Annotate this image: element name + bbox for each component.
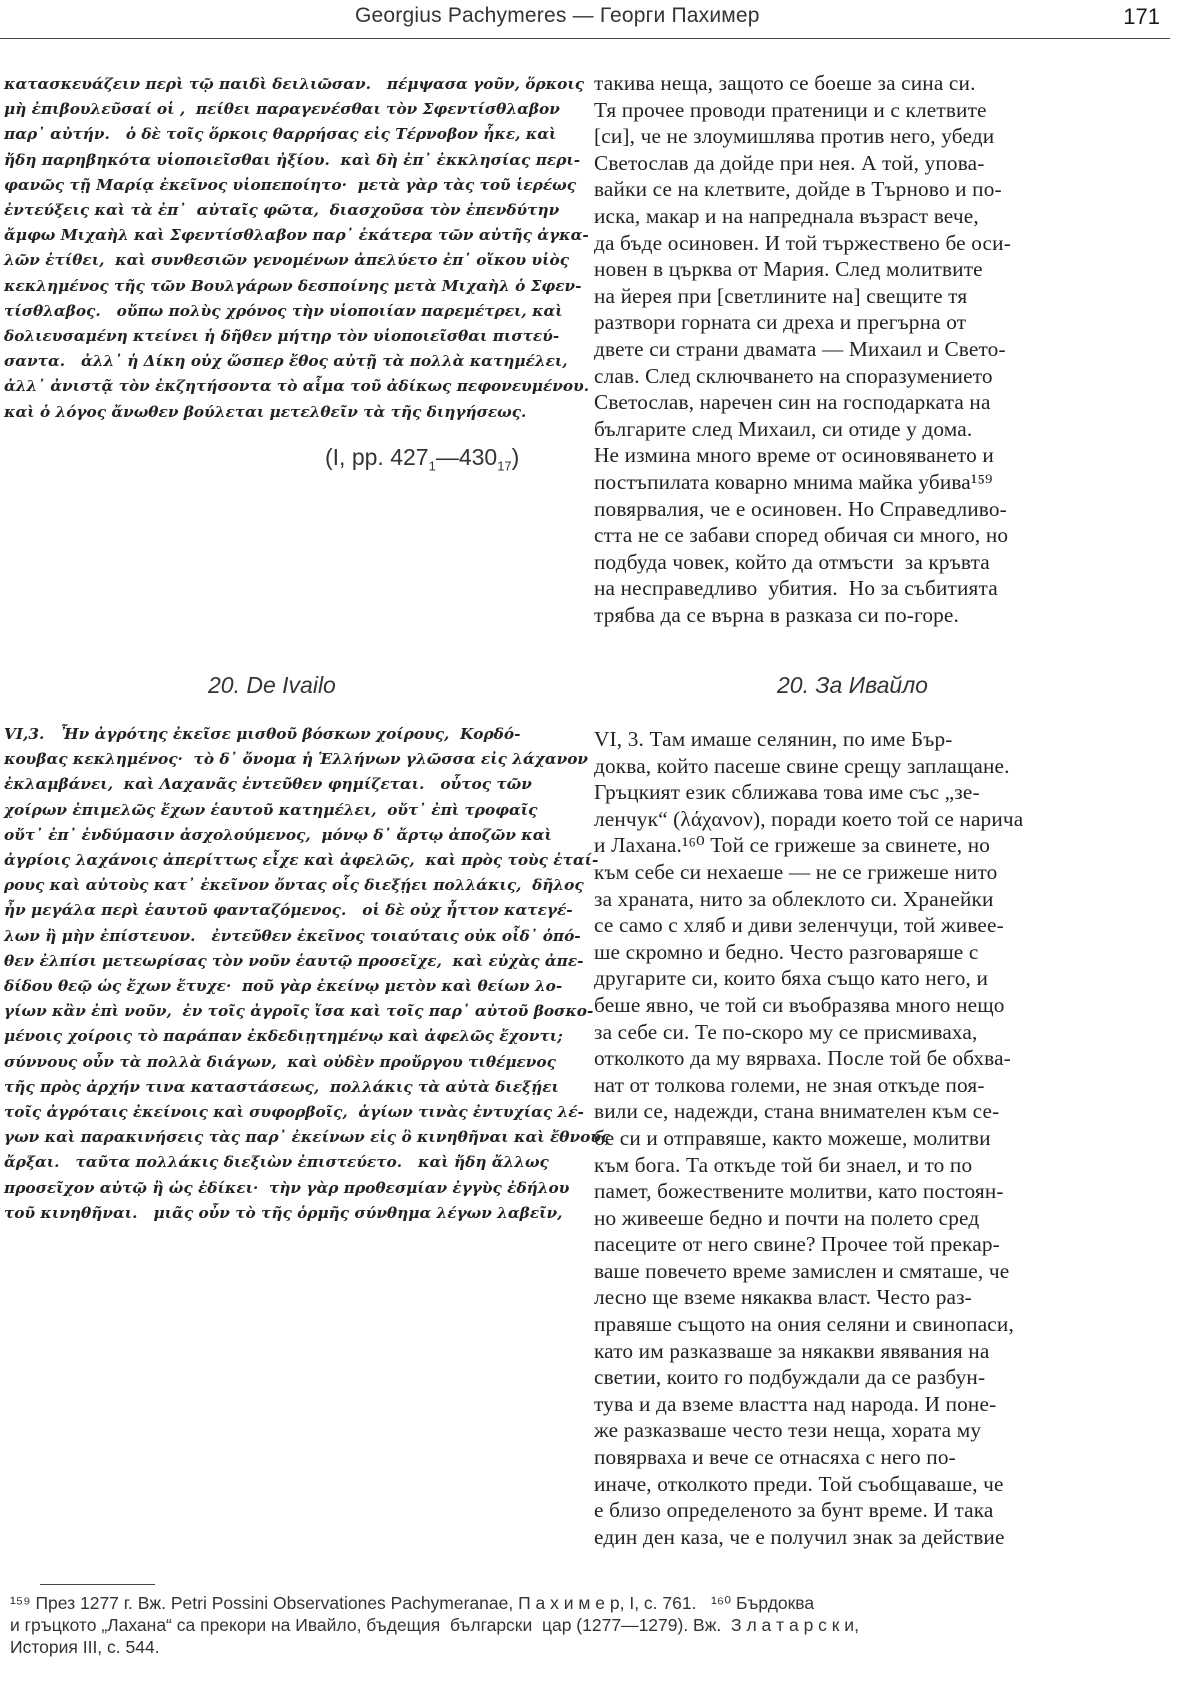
text-line: вили се, надежди, стана внимателен към се-: [594, 1099, 1000, 1124]
text-line: ἐντεύξεις καὶ τὰ ἐπ᾿ αὐταῖς φῶτα, διασχοῦσα τὸν ἐπενδύτην: [4, 201, 560, 220]
text-line: ἐκλαμβάνει, καὶ Λαχανᾶς ἐντεῦθεν φημίζεται. οὗτος τῶν: [4, 775, 532, 794]
text-line: слав. След сключването на споразумението: [594, 363, 993, 388]
text-line: памет, божествените молитви, като постоян-: [594, 1179, 1004, 1204]
text-line: μὴ ἐπιβουλεῦσαί οἱ , πείθει παραγενέσθαι τὸν Σφεντίσθλαβον: [4, 100, 560, 119]
text-line: VI, 3. Там имаше селянин, по име Бър-: [594, 727, 953, 751]
section-heading-bulgarian: 20. За Ивайло: [777, 672, 928, 698]
text-line: κατασκευάζειν περὶ τῷ παιδὶ δειλιῶσαν. πέμψασα γοῦν, ὅρκοις: [4, 75, 585, 93]
text-line: отколкото да му вярваха. После той бе обхва-: [594, 1046, 1011, 1071]
text-line: ¹⁵⁹ През 1277 г. Вж. Petri Possini Observationes Pachymeranae, П а х и м е р, I, с. 761. ¹⁶⁰ Бърдоква: [10, 1593, 815, 1613]
text-line: [си], че не злоумишлява против него, убеди: [594, 124, 995, 149]
text-line: нат от толкова големи, не зная откъде поя-: [594, 1072, 985, 1097]
text-line: κουβας κεκλημένος· τὸ δ᾿ ὄνομα ἡ Ἑλλήνων γλῶσσα εἰς λάχανον: [4, 750, 589, 769]
text-line: παρ᾿ αὐτήν. ὁ δὲ τοῖς ὅρκοις θαρρήσας εἰς Τέρνοβον ἧκε, καὶ: [4, 125, 557, 144]
text-line: Светослав да дойде при нея. А той, упова-: [594, 150, 985, 175]
footnote-rule: [40, 1584, 155, 1585]
text-line: ἤδη παρηβηκότα υἱοποιεῖσθαι ἠξίου. καὶ δὴ ἐπ᾿ ἐκκλησίας περι-: [4, 150, 581, 169]
text-line: за себе си. Те по-скоро му се присмиваха,: [594, 1019, 978, 1044]
text-line: и гръцкото „Лахана“ са прекори на Ивайло, бъдещия български цар (1277—1279). Вж. З л а т а р с к и,: [10, 1615, 859, 1635]
source-reference: [325, 444, 519, 474]
text-line: προσεῖχον αὐτῷ ἢ ὡς ἐδίκει· τὴν γὰρ προθεσμίαν ἐγγὺς ἐδήλου: [4, 1178, 570, 1197]
text-line: за храната, нито за облеклото си. Хранейки: [594, 886, 994, 911]
text-line: δίδου θεῷ ὡς ἔχων ἔτυχε· ποῦ γὰρ ἐκείνῳ μετὸν καὶ θείων λο-: [4, 977, 563, 996]
page-number: 171: [1123, 4, 1160, 29]
text-line: τοῖς ἀγρόταις ἐκείνοις καὶ συφορβοῖς, ἁγίων τινὰς ἐντυχίας λέ-: [4, 1103, 584, 1122]
text-line: трябва да се върна в разказа си по-горе.: [594, 602, 960, 627]
text-line: вайки се на клетвите, дойде в Търново и по-: [594, 177, 1002, 202]
text-line: новен в църква от Мария. След молитвите: [594, 257, 983, 282]
text-line: ваше повечето време замислен и смяташе, че: [594, 1258, 1010, 1283]
bulgarian-text-bottom: [594, 726, 1174, 1550]
ref-dash: —430: [435, 444, 498, 470]
text-line: такива неща, защото се боеше за сина си.: [594, 71, 976, 95]
text-line: доква, който пасеше свине срещу заплащане.: [594, 753, 1010, 778]
text-line: История III, с. 544.: [10, 1637, 160, 1657]
text-line: ρους καὶ αὐτοὺς κατ᾿ ἐκεῖνον ὄντας οἷς διεξῄει πολλάκις, δῆλος: [4, 876, 584, 895]
text-line: γων καὶ παρακινήσεις τὰς παρ᾿ ἐκείνων εἰς ὃ κινηθῆναι καὶ ἔθνους: [4, 1128, 611, 1147]
text-line: и Лахана.¹⁶⁰ Той се грижеше за свинете, но: [594, 833, 991, 858]
text-line: другарите си, които бяха също като него, и: [594, 966, 989, 991]
text-line: подбуда човек, който да отмъсти за кръвта: [594, 549, 990, 574]
text-line: ленчук“ (λάχανον), поради което той се нарича: [594, 806, 1024, 831]
greek-text-top: [4, 72, 590, 425]
text-line: σαντα. ἀλλ᾿ ἡ Δίκη οὐχ ὥσπερ ἔθος αὐτῇ τὰ πολλὰ κατημέλει,: [4, 352, 568, 371]
running-title: Georgius Pachymeres — Георги Пахимер: [355, 4, 760, 27]
text-line: Тя прочее проводи пратеници и с клетвите: [594, 97, 987, 122]
text-line: лесно ще вземе някаква власт. Често раз-: [594, 1285, 972, 1310]
text-line: VI,3. Ἦν ἀγρότης ἐκεῖσε μισθοῦ βόσκων χοίρους, Κορδό-: [4, 725, 521, 743]
page-header: [0, 4, 1200, 34]
text-line: един ден каза, че е получил знак за действие: [594, 1524, 1005, 1549]
text-line: φανῶς τῇ Μαρίᾳ ἐκεῖνος υἱοπεποίητο· μετὰ γὰρ τὰς τοῦ ἱερέως: [4, 175, 577, 194]
bulgarian-text-top: [594, 70, 1174, 628]
text-line: се само с хляб и диви зеленчуци, той живее-: [594, 913, 1004, 938]
text-line: беше явно, че той си въобразява много нещо: [594, 992, 1005, 1017]
text-line: μένοις χοίροις τὸ παράπαν ἐκδεδιῃτημένῳ καὶ ἀφελῶς ἔχοντι;: [4, 1027, 563, 1046]
text-line: повярвалия, че е осиновен. Но Справедливо-: [594, 496, 1007, 521]
text-line: тува и да вземе властта над народа. И поне-: [594, 1391, 997, 1416]
text-line: постъпилата коварно мнима майка убива¹⁵⁹: [594, 469, 993, 494]
greek-text-bottom: [4, 722, 611, 1226]
text-line: τίσθλαβος. οὔπω πολὺς χρόνος τὴν υἱοποιίαν παρεμέτρει, καὶ: [4, 301, 563, 320]
text-line: повярваха и вече се отнасяха с него по-: [594, 1445, 956, 1470]
text-line: καὶ ὁ λόγος ἄνωθεν βούλεται μετελθεῖν τὰ τῆς διηγήσεως.: [4, 402, 527, 421]
text-line: към бога. Та откъде той би знаел, и то по: [594, 1152, 973, 1177]
ref-close: ): [511, 444, 520, 470]
text-line: е близо определеното за бунт време. И така: [594, 1498, 994, 1523]
text-line: иначе, отколкото преди. Той съобщаваше, че: [594, 1471, 1004, 1496]
text-line: κεκλημένος τῆς τῶν Βουλγάρων δεσποίνης μετὰ Μιχαὴλ ὁ Σφεν-: [4, 276, 582, 295]
text-line: двете си страни двамата — Михаил и Свето-: [594, 336, 1006, 361]
text-line: ше скромно и бедно. Често разговаряше с: [594, 939, 979, 964]
ref-sub2: 17: [497, 458, 512, 474]
text-line: иска, макар и на напреднала възраст вече,: [594, 203, 979, 228]
text-line: λῶν ἐτίθει, καὶ συνθεσιῶν γενομένων ἀπελύετο ἐπ᾿ οἴκου υἱὸς: [4, 251, 570, 270]
text-line: бе си и отправяше, както можеше, молитви: [594, 1125, 991, 1150]
text-line: οὔτ᾿ ἐπ᾿ ἐνδύμασιν ἀσχολούμενος, μόνῳ δ᾿ ἄρτῳ ἀποζῶν καὶ: [4, 825, 552, 844]
text-line: на несправедливо убития. Но за събитията: [594, 576, 998, 601]
text-line: светии, които го подбуждали да се разбун-: [594, 1365, 986, 1390]
text-line: δολιευσαμένη κτείνει ἡ δῆθεν μήτηρ τὸν υἱοποιεῖσθαι πιστεύ-: [4, 327, 560, 346]
text-line: ἀλλ᾿ ἀνιστᾷ τὸν ἐκζητήσοντα τὸ αἷμα τοῦ ἀδίκως πεφονευμένου.: [4, 377, 590, 396]
text-line: же разказваше често тези неща, хората му: [594, 1418, 982, 1443]
text-line: ἦν μεγάλα περὶ ἑαυτοῦ φανταζόμενος. οἱ δὲ οὐχ ἧττον κατεγέ-: [4, 901, 573, 920]
text-line: да бъде осиновен. И той тържествено бе оси-: [594, 230, 1011, 255]
text-line: σύννους οὖν τὰ πολλὰ διάγων, καὶ οὐδὲν προὔργου τιθέμενος: [4, 1052, 556, 1071]
footnotes: [10, 1592, 1180, 1658]
text-line: разтвори горната си дреха и прегърна от: [594, 310, 967, 335]
text-line: τοῦ κινηθῆναι. μιᾶς οὖν τὸ τῆς ὁρμῆς σύνθημα λέγων λαβεῖν,: [4, 1203, 563, 1222]
text-line: Не измина много време от осиновяването и: [594, 443, 994, 468]
text-line: но живееше бедно и почти на полето сред: [594, 1205, 980, 1230]
text-line: χοίρων ἐπιμελῶς ἔχων ἑαυτοῦ κατημέλει, οὔτ᾿ ἐπὶ τροφαῖς: [4, 800, 538, 819]
text-line: към себе си нехаеше — не се грижеше нито: [594, 859, 998, 884]
section-heading-latin: 20. De Ivailo: [208, 672, 336, 698]
text-line: ἀγρίοις λαχάνοις ἀπερίττως εἶχε καὶ ἀφελῶς, καὶ πρὸς τοὺς ἑταί-: [4, 851, 599, 870]
text-line: Светослав, наречен син на господарката на: [594, 390, 991, 415]
text-line: правяше същото на ония селяни и свинопаси,: [594, 1312, 1014, 1337]
text-line: българите след Михаил, си отиде у дома.: [594, 416, 973, 441]
text-line: стта не се забави според обичая си много, но: [594, 523, 1009, 548]
text-line: γίων κἂν ἐπὶ νοῦν, ἐν τοῖς ἀγροῖς ἴσα καὶ τοῖς παρ᾿ αὐτοῦ βοσκο-: [4, 1002, 594, 1021]
text-line: Гръцкият език сближава това име със „зе-: [594, 780, 980, 805]
text-line: като им разказваше за някакви явявания на: [594, 1338, 990, 1363]
text-line: пасеците от него свине? Прочее той прекар-: [594, 1232, 1000, 1257]
text-line: на йерея при [светлините на] свещите тя: [594, 283, 968, 308]
ref-sub1: 1: [428, 458, 436, 474]
text-line: ἄμφω Μιχαὴλ καὶ Σφεντίσθλαβον παρ᾿ ἑκάτερα τῶν αὐτῆς ἀγκα-: [4, 226, 589, 245]
text-line: τῆς πρὸς ἀρχήν τινα καταστάσεως, πολλάκις τὰ αὐτὰ διεξῄει: [4, 1077, 559, 1096]
text-line: λων ἢ μὴν ἐπίστευον. ἐντεῦθεν ἐκεῖνος τοιαύταις οὐκ οἶδ᾿ ὁπό-: [4, 926, 581, 945]
header-rule: [0, 38, 1170, 39]
text-line: θεν ἐλπίσι μετεωρίσας τὸν νοῦν ἑαυτῷ προσεῖχε, καὶ εὐχὰς ἀπε-: [4, 951, 584, 970]
ref-text: (I, pp. 427: [325, 444, 429, 470]
text-line: ἄρξαι. ταῦτα πολλάκις διεξιὼν ἐπιστεύετο. καὶ ἤδη ἄλλως: [4, 1153, 549, 1172]
